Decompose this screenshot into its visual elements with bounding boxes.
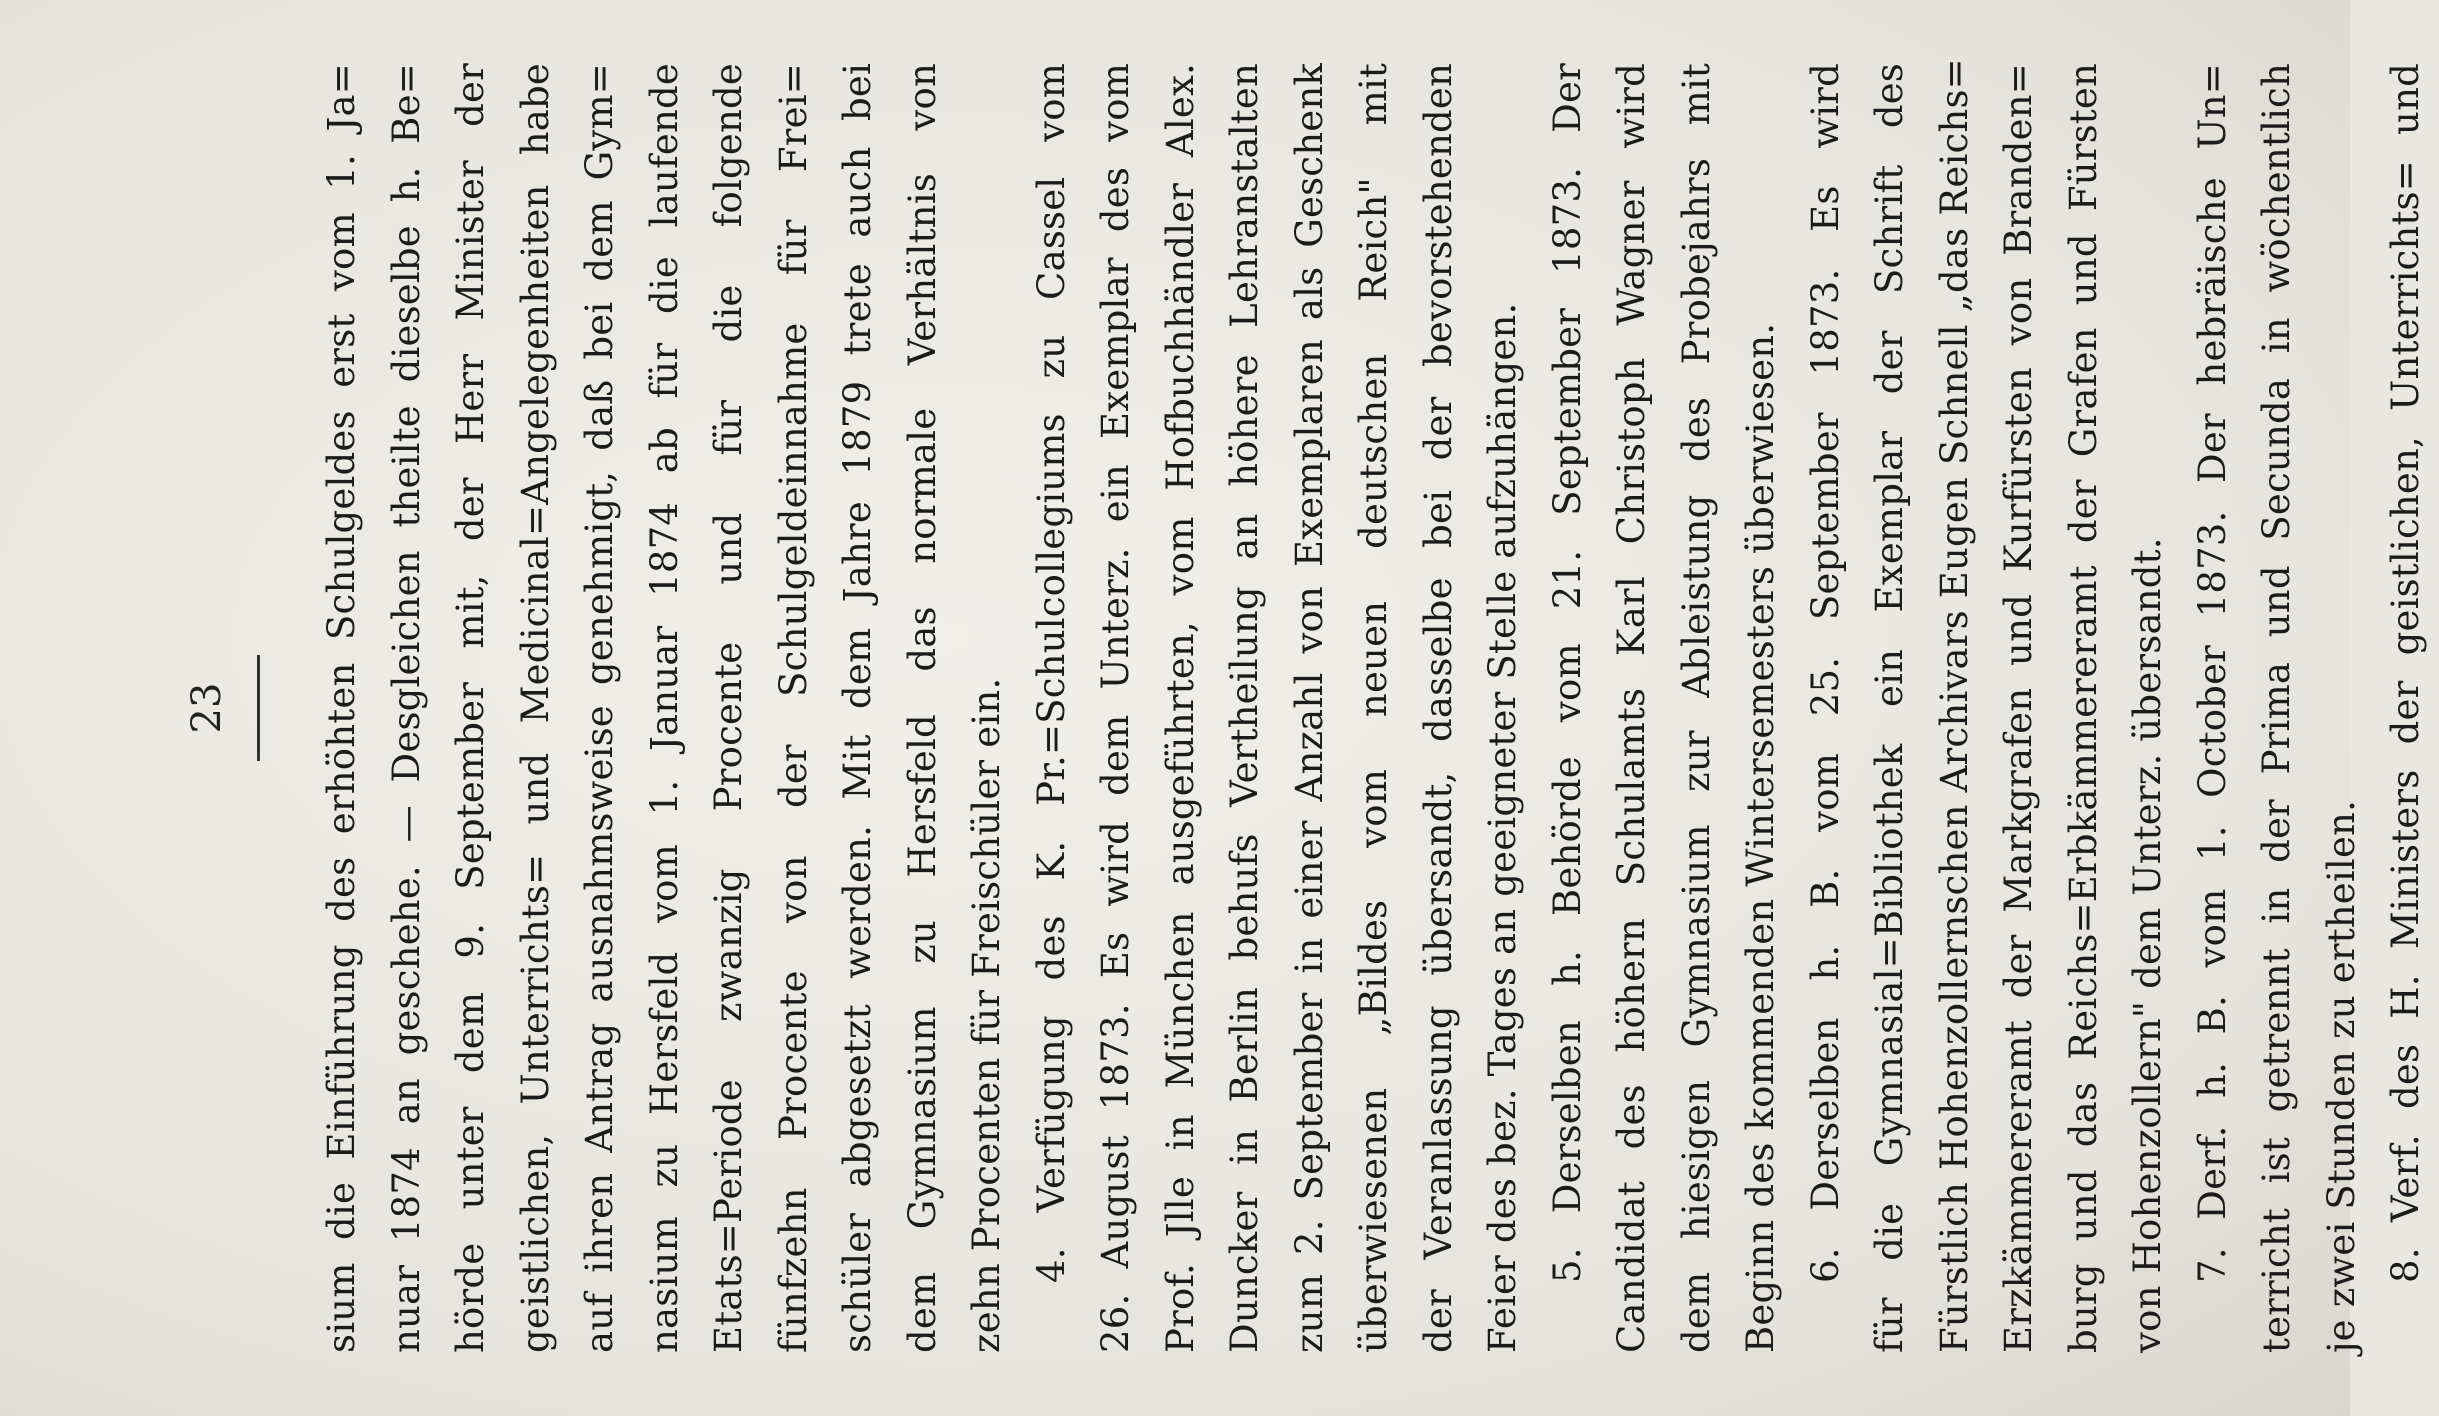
- text-line: terricht ist getrennt in der Prima und Secunda in wöchentlich: [2255, 63, 2298, 1353]
- page-number: 23: [184, 682, 230, 734]
- text-line: je zwei Stunden zu ertheilen.: [2319, 799, 2363, 1353]
- text-line: der Veranlassung übersandt, dasselbe bei der bevorstehenden: [1416, 63, 1460, 1353]
- text-line: 7. Derf. h. B. vom 1. October 1873. Der hebräische Un=: [2190, 63, 2234, 1283]
- text-line: auf ihren Antrag ausnahmsweise genehmigt, daß bei dem Gym=: [578, 63, 621, 1353]
- text-line: 4. Verfügung des K. Pr.=Schulcollegiums zu Cassel vom: [1029, 63, 1073, 1283]
- body-text: [310, 58, 2439, 1353]
- text-line: dem hiesigen Gymnasium zur Ableistung des Probejahrs mit: [1674, 63, 1718, 1353]
- text-line: nasium zu Hersfeld vom 1. Januar 1874 ab für die laufende: [642, 63, 686, 1353]
- text-line: schüler abgesetzt werden. Mit dem Jahre 1879 trete auch bei: [836, 63, 879, 1353]
- text-line: Feier des bez. Tages an geeigneter Stelle aufzuhängen.: [1481, 302, 1524, 1353]
- text-line: 6. Derselben h. B. vom 25. September 1873. Es wird: [1803, 63, 1847, 1283]
- text-line: 26. August 1873. Es wird dem Unterz. ein Exemplar des vom: [1094, 63, 1137, 1353]
- text-line: geistlichen, Unterrichts= und Medicinal=Angelegenheiten habe: [513, 63, 557, 1353]
- text-line: überwiesenen „Bildes vom neuen deutschen Reich" mit: [1352, 63, 1395, 1353]
- text-line: Beginn des kommenden Wintersemesters überwiesen.: [1739, 322, 1782, 1353]
- text-line: fünfzehn Procente von der Schulgeldeinnahme für Frei=: [771, 63, 815, 1353]
- text-line: Fürstlich Hohenzollernschen Archivars Eugen Schnell „das Reichs=: [1932, 58, 1976, 1353]
- text-line: zum 2. September in einer Anzahl von Exemplaren als Geschenk: [1287, 63, 1331, 1353]
- text-line: hörde unter dem 9. September mit, der Herr Minister der: [449, 63, 492, 1353]
- text-line: von Hohenzollern" dem Unterz. übersandt.: [2126, 537, 2169, 1353]
- text-line: Candidat des höhern Schulamts Karl Christoph Wagner wird: [1610, 63, 1653, 1353]
- text-line: Prof. Jlle in München ausgeführten, vom Hofbuchhändler Alex.: [1158, 63, 1202, 1353]
- printed-page: [175, 58, 2427, 1353]
- text-line: Duncker in Berlin behufs Vertheilung an höhere Lehranstalten: [1223, 63, 1266, 1353]
- text-line: für die Gymnasial=Bibliothek ein Exemplar der Schrift des: [1868, 63, 1911, 1353]
- page-number-rule: [257, 655, 260, 761]
- text-line: 5. Derselben h. Behörde vom 21. September 1873. Der: [1545, 63, 1589, 1283]
- text-line: burg und das Reichs=Erbkämmereramt der Grafen und Fürsten: [2061, 63, 2105, 1353]
- text-line: Erzkämmereramt der Markgrafen und Kurfürsten von Branden=: [1997, 63, 2040, 1353]
- text-line: nuar 1874 an geschehe. — Desgleichen theilte dieselbe h. Be=: [384, 63, 428, 1353]
- text-line: zehn Procenten für Freischüler ein.: [965, 677, 1008, 1353]
- text-line: sium die Einführung des erhöhten Schulgeldes erst vom 1. Ja=: [320, 63, 363, 1353]
- text-line: 8. Verf. des H. Ministers der geistlichen, Unterrichts= und: [2384, 63, 2427, 1283]
- text-line: dem Gymnasium zu Hersfeld das normale Verhältnis von: [900, 63, 944, 1353]
- text-line: Etats=Periode zwanzig Procente und für die folgende: [707, 63, 750, 1353]
